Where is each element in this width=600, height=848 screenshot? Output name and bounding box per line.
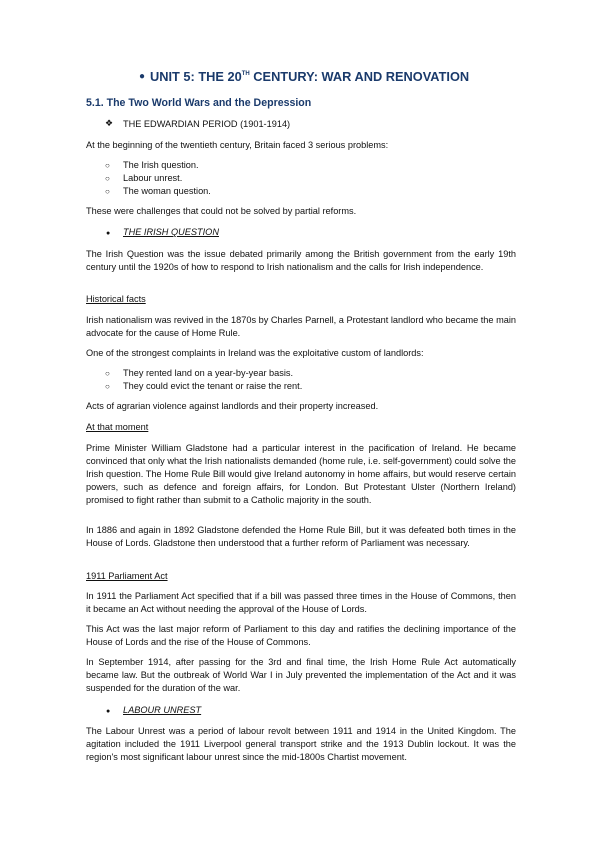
- september-paragraph: In September 1914, after passing for the 3rd and final time, the Irish Home Rule Act automatically became law. But the outbreak of World War I in July prevented the implementation of the Act and it was suspended for the duration of the war.: [86, 657, 516, 693]
- facts-paragraph: Irish nationalism was revived in the 1870s by Charles Parnell, a Protestant landlord who became the main advocate for the cause of Home Rule.: [86, 315, 516, 338]
- parliament-act-heading: 1911 Parliament Act: [86, 571, 168, 581]
- labour-paragraph: The Labour Unrest was a period of labour revolt between 1911 and 1914 in the United Kingdom. The agitation included the 1911 Liverpool general transport strike and the 1913 Dublin lockout. It was the region's most significant labour unrest since the mid-1800s Chartist movement.: [86, 726, 516, 762]
- at-that-moment-heading: At that moment: [86, 422, 149, 432]
- act-paragraph: In 1911 the Parliament Act specified that if a bill was passed three times in the House of Commons, then it became an Act without needing the approval of the House of Lords.: [86, 591, 516, 614]
- problem-item: The Irish question.: [123, 160, 199, 170]
- problem-item: Labour unrest.: [123, 173, 183, 183]
- bullet-icon: ●: [106, 708, 111, 715]
- irish-question-paragraph: The Irish Question was the issue debated primarily among the British government from the early 19th century until the 1920s of how to respond to Irish nationalism and the calls for Irish independence.: [86, 249, 516, 272]
- historical-facts-heading: Historical facts: [86, 294, 146, 304]
- diamond-bullet-icon: ❖: [105, 118, 114, 128]
- circle-bullet-icon: ○: [105, 382, 110, 391]
- edwardian-heading: THE EDWARDIAN PERIOD (1901-1914): [123, 119, 291, 129]
- section-heading: 5.1. The Two World Wars and the Depression: [86, 97, 312, 109]
- circle-bullet-icon: ○: [105, 161, 110, 170]
- title-bullet-icon: ●: [139, 71, 146, 82]
- intro-paragraph: At the beginning of the twentieth century, Britain faced 3 serious problems:: [86, 140, 389, 150]
- gladstone-paragraph: Prime Minister William Gladstone had a particular interest in the pacification of Ireland. He became convinced that only what the Irish nationalists demanded (home rule, i.e. self-government) could solve the Irish question. The Home Rule Bill would give Ireland autonomy in home affairs, but would reserve certain powers, such as defence and foreign affairs, for London. But Protestant Ulster (Northern Ireland) promised to fight rather than submit to a Catholic majority in the south.: [86, 443, 516, 505]
- reform-paragraph: This Act was the last major reform of Parliament to this day and ratifies the declining importance of the House of Lords and the rise of the House of Commons.: [86, 624, 516, 647]
- landlord-item: They rented land on a year-by-year basis.: [123, 368, 294, 378]
- complaints-paragraph: One of the strongest complaints in Ireland was the exploitative custom of landlords:: [86, 348, 424, 358]
- defeat-paragraph: In 1886 and again in 1892 Gladstone defended the Home Rule Bill, but it was defeated both times in the House of Lords. Gladstone then understood that a further reform of Parliament was necessary.: [86, 525, 516, 548]
- problem-item: The woman question.: [123, 186, 211, 196]
- challenges-paragraph: These were challenges that could not be solved by partial reforms.: [86, 206, 357, 216]
- circle-bullet-icon: ○: [105, 369, 110, 378]
- unit-title: UNIT 5: THE 20TH CENTURY: WAR AND RENOVATION: [150, 69, 470, 84]
- bullet-icon: ●: [106, 230, 111, 237]
- violence-paragraph: Acts of agrarian violence against landlords and their property increased.: [86, 401, 379, 411]
- landlord-item: They could evict the tenant or raise the rent.: [123, 381, 303, 391]
- circle-bullet-icon: ○: [105, 187, 110, 196]
- irish-question-heading: THE IRISH QUESTION: [123, 227, 219, 237]
- labour-unrest-heading: LABOUR UNREST: [123, 705, 202, 715]
- circle-bullet-icon: ○: [105, 174, 110, 183]
